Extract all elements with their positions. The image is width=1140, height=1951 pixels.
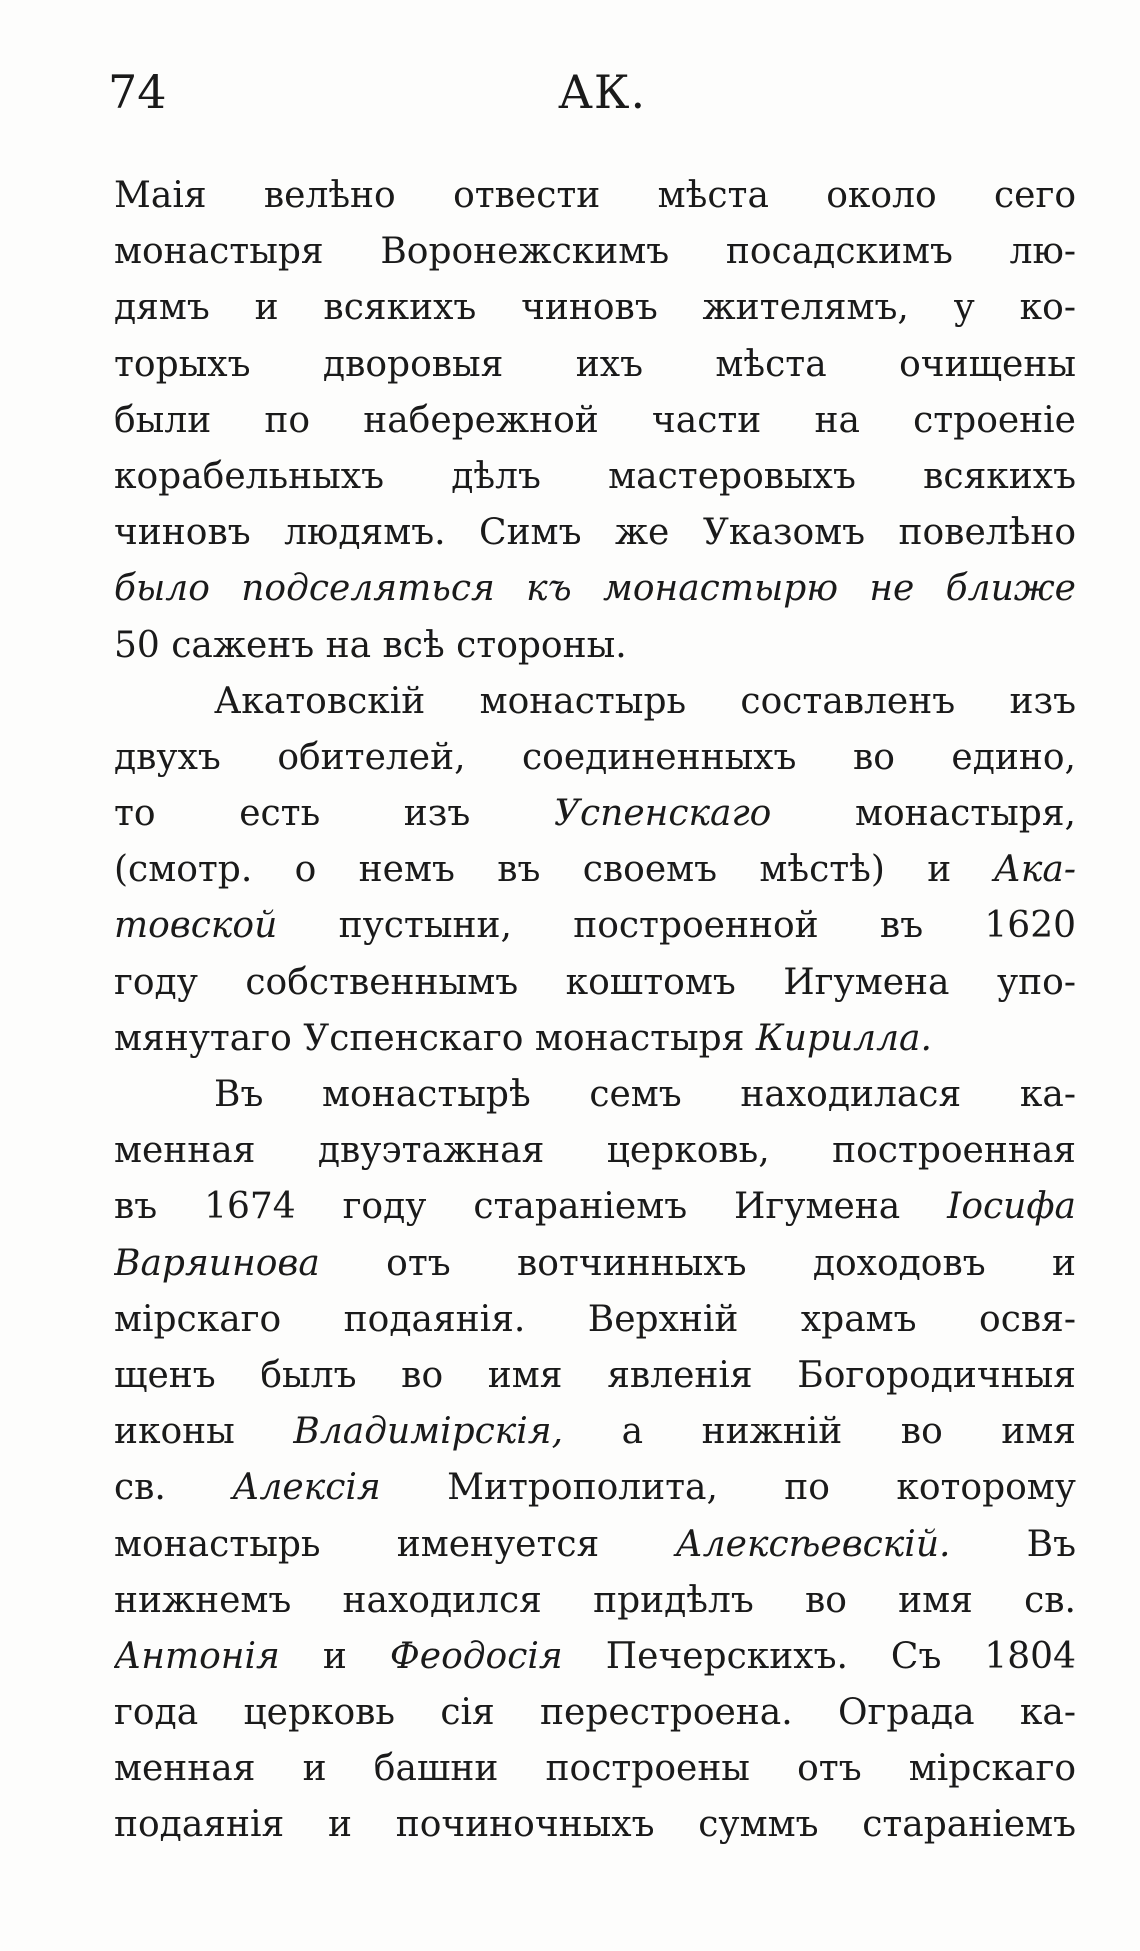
text-segment: монастыря Воронежскимъ посадскимъ лю- [114, 231, 1076, 273]
text-line [114, 337, 1076, 393]
text-line [114, 1292, 1076, 1348]
text-segment: 50 саженъ на всѣ стороны. [114, 624, 627, 666]
text-segment: корабельныхъ дѣлъ мастеровыхъ всякихъ [114, 455, 1076, 497]
italic-text-segment: Алексія [232, 1467, 381, 1509]
text-line [114, 842, 1076, 898]
text-line [114, 618, 1076, 674]
italic-text-segment: Феодосія [389, 1635, 563, 1677]
text-segment: Маія велѣно отвести мѣста около сего [114, 175, 1076, 216]
text-line [114, 1404, 1076, 1460]
text-segment: въ 1674 году стараніемъ Игумена [114, 1186, 948, 1228]
text-segment: менная и башни построены отъ мірскаго [114, 1748, 1076, 1790]
text-line [114, 1741, 1076, 1797]
italic-text-segment: Антонія [114, 1635, 280, 1677]
text-line [114, 449, 1076, 505]
italic-text-segment: Ака- [993, 849, 1076, 891]
text-segment: (смотр. о немъ въ своемъ мѣстѣ) и [114, 849, 994, 891]
text-segment: были по набережной части на строеніе [114, 399, 1076, 441]
italic-text-segment: было подселяться къ монастырю не ближе [114, 568, 1076, 610]
text-line [114, 674, 1076, 730]
text-line [114, 1629, 1076, 1685]
text-segment: монастырь именуется [114, 1523, 676, 1565]
text-segment: Митрополита, по которому [380, 1467, 1076, 1509]
italic-text-segment: товской [114, 905, 278, 947]
text-segment: Въ [950, 1523, 1076, 1565]
text-line [114, 730, 1076, 786]
text-segment: подаянія и починочныхъ суммъ стараніемъ [114, 1804, 1076, 1846]
text-segment: Въ монастырѣ семъ находилася ка- [214, 1074, 1076, 1115]
text-line [114, 1573, 1076, 1629]
text-segment: мірскаго подаянія. Верхній храмъ освя- [114, 1298, 1076, 1340]
text-segment: св. [114, 1467, 233, 1509]
page-number: 74 [108, 65, 167, 119]
text-line [114, 280, 1076, 336]
text-segment: года церковь сія перестроена. Ограда ка- [114, 1692, 1076, 1734]
text-segment: мянутаго Успенскаго монастыря [114, 1017, 756, 1059]
text-line [114, 1236, 1076, 1292]
text-segment: а нижній во имя [563, 1411, 1076, 1453]
text-segment: чиновъ людямъ. Симъ же Указомъ повелѣно [114, 512, 1076, 554]
text-segment: монастыря, [771, 793, 1076, 835]
text-line [114, 1011, 1076, 1067]
text-segment: Печерскихъ. Съ 1804 [562, 1635, 1076, 1677]
text-segment: году собственнымъ коштомъ Игумена упо- [114, 961, 1076, 1003]
text-segment: отъ вотчинныхъ доходовъ и [319, 1242, 1076, 1284]
text-segment: дямъ и всякихъ чиновъ жителямъ, у ко- [114, 287, 1076, 329]
text-line [114, 1797, 1076, 1853]
text-line [114, 1067, 1076, 1123]
body-text [114, 168, 1076, 1854]
text-line [114, 1517, 1076, 1573]
text-line [114, 1348, 1076, 1404]
text-segment: пустыни, построенной въ 1620 [277, 905, 1076, 947]
text-line [114, 505, 1076, 561]
text-segment: двухъ обителей, соединенныхъ во едино, [114, 736, 1076, 778]
text-line [114, 1123, 1076, 1179]
text-line [114, 955, 1076, 1011]
text-segment: Акатовскій монастырь составленъ изъ [214, 680, 1076, 722]
italic-text-segment: Успенскаго [553, 793, 772, 835]
text-segment: щенъ былъ во имя явленія Богородичныя [114, 1354, 1076, 1396]
text-line [114, 1179, 1076, 1235]
italic-text-segment: Кирилла. [755, 1017, 932, 1059]
text-segment: и [279, 1635, 390, 1677]
text-line [114, 1460, 1076, 1516]
text-segment: то есть изъ [114, 793, 554, 835]
italic-text-segment: Владимірскія, [293, 1411, 564, 1453]
text-line [114, 1685, 1076, 1741]
text-segment: торыхъ дворовыя ихъ мѣста очищены [114, 343, 1076, 385]
text-line [114, 168, 1076, 224]
text-line [114, 898, 1076, 954]
italic-text-segment: Варяинова [114, 1242, 320, 1284]
text-line [114, 393, 1076, 449]
text-line [114, 561, 1076, 617]
text-line [114, 224, 1076, 280]
italic-text-segment: Іосифа [947, 1186, 1076, 1228]
text-segment: нижнемъ находился придѣлъ во имя св. [114, 1579, 1076, 1621]
text-segment: менная двуэтажная церковь, построенная [114, 1130, 1076, 1172]
page-header [108, 62, 1080, 132]
text-line [114, 786, 1076, 842]
italic-text-segment: Алексѣевскій. [675, 1523, 951, 1565]
running-head: АК. [558, 65, 647, 119]
text-segment: иконы [114, 1411, 294, 1453]
